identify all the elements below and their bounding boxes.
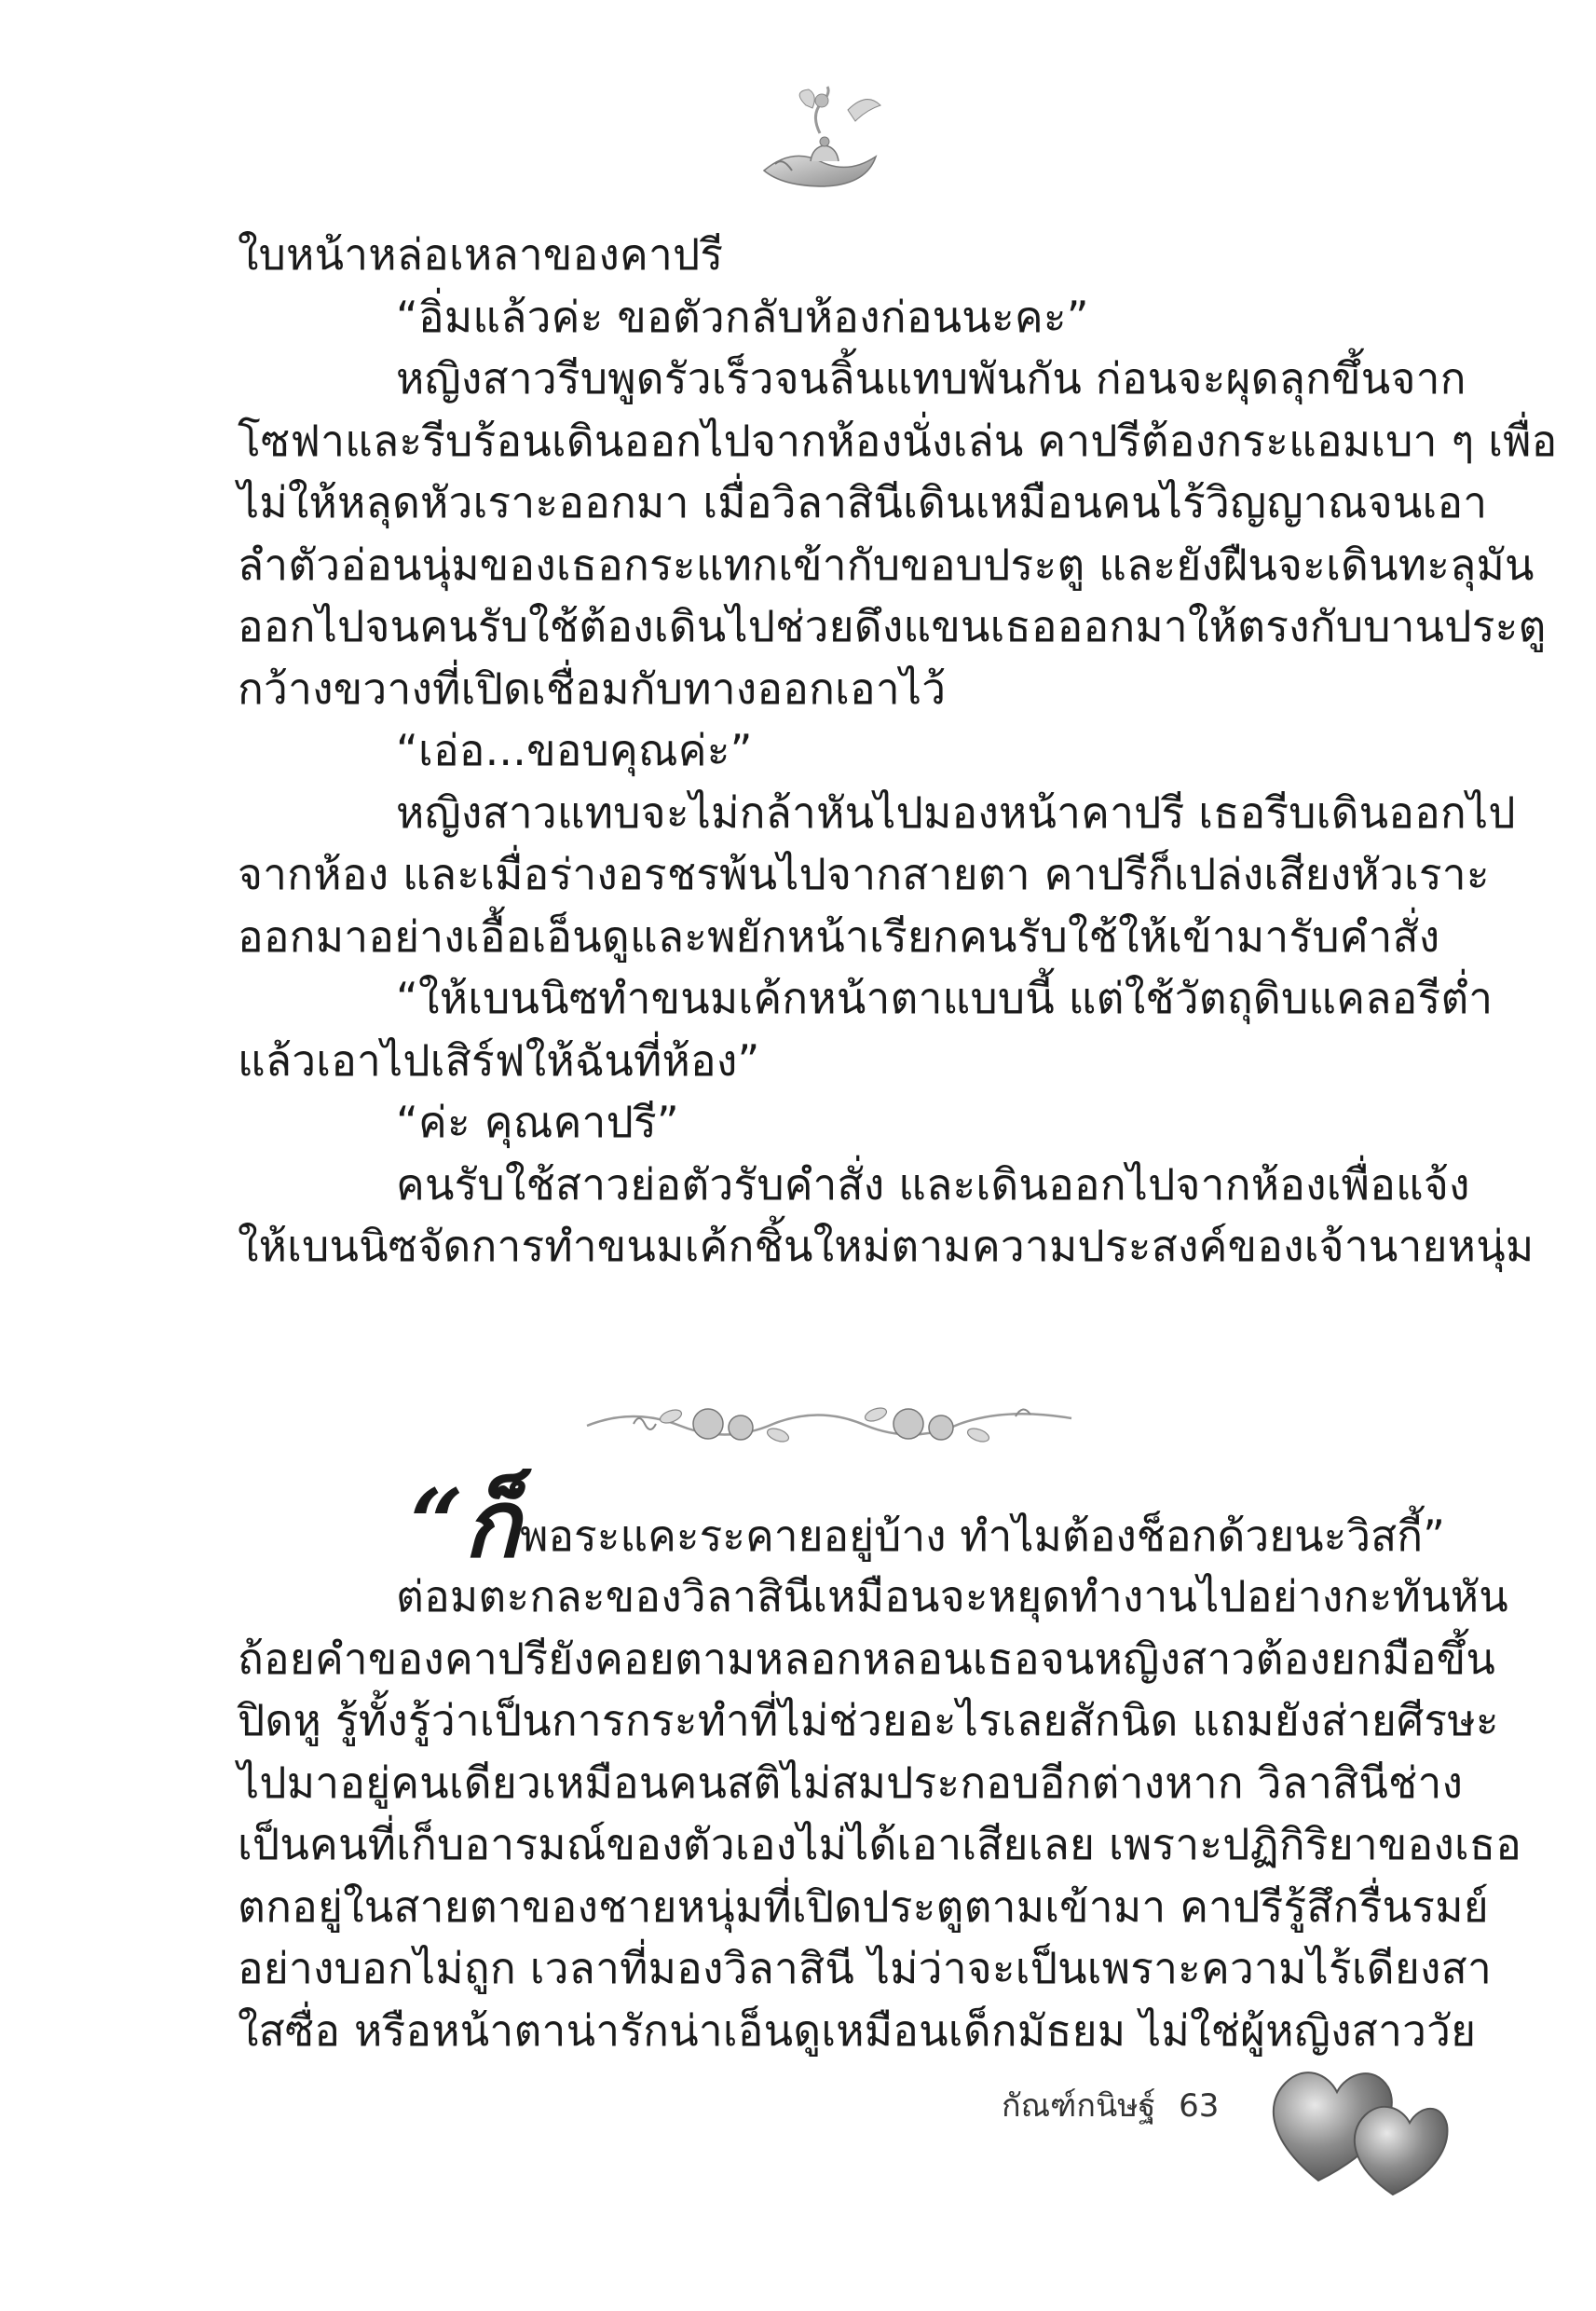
text-line: “ให้เบนนิซทำขนมเค้กหน้าตาแบบนี้ แต่ใช้วัตถุดิบแคลอรีต่ำ [396,973,1494,1023]
text-line: ใบหน้าหล่อเหลาของคาปรี [238,229,724,280]
text-line: “ค่ะ คุณคาปรี” [396,1097,679,1147]
opening-line [238,1469,1445,1579]
text-line: “อิ่มแล้วค่ะ ขอตัวกลับห้องก่อนนะคะ” [396,291,1089,342]
text-line: หญิงสาวแทบจะไม่กล้าหันไปมองหน้าคาปรี เธอรีบเดินออกไป [396,786,1516,838]
double-heart-icon [1262,2041,1449,2199]
text-line: ปิดหู รู้ทั้งรู้ว่าเป็นการกระทำที่ไม่ช่วยอะไรเลยสักนิด แถมยังส่ายศีรษะ [238,1695,1499,1745]
text-line: ให้เบนนิซจัดการทำขนมเค้กชิ้นใหม่ตามความประสงค์ของเจ้านายหนุ่ม [238,1221,1535,1271]
text-line: คนรับใช้สาวย่อตัวรับคำสั่ง และเดินออกไปจากห้องเพื่อแจ้ง [396,1158,1470,1210]
body-text-section-2 [238,1469,1522,2061]
text-line: ลำตัวอ่อนนุ่มของเธอกระแทกเข้ากับขอบประตู และยังฝืนจะเดินทะลุมัน [238,539,1535,590]
text-line: แล้วเอาไปเสิร์ฟให้ฉันที่ห้อง” [238,1034,760,1086]
opening-line-rest: พอระแคะระคายอยู่บ้าง ทำไมต้องช็อกด้วยนะวิสกี้” [520,1511,1445,1561]
text-line: เป็นคนที่เก็บอารมณ์ของตัวเองไม่ได้เอาเสียเลย เพราะปฏิกิริยาของเธอ [238,1819,1522,1869]
text-line: ออกไปจนคนรับใช้ต้องเดินไปช่วยดึงแขนเธอออกมาให้ตรงกับบานประตู [238,601,1547,651]
book-title: กัณฑ์กนิษฐ์ [1002,2087,1156,2125]
rose-vine-divider [578,1379,1081,1454]
text-line: กว้างขวางที่เปิดเชื่อมกับทางออกเอาไว้ [238,663,947,714]
page-footer [1002,2080,1219,2130]
text-line: ใสซื่อ หรือหน้าตาน่ารักน่าเอ็นดูเหมือนเด็กมัธยม ไม่ใช่ผู้หญิงสาววัย [238,2004,1477,2056]
text-line: ไม่ให้หลุดหัวเราะออกมา เมื่อวิลาสินีเดินเหมือนคนไร้วิญญาณจนเอา [238,477,1488,527]
text-line: ไปมาอยู่คนเดียวเหมือนคนสติไม่สมประกอบอีกต่างหาก วิลาสินีช่าง [238,1757,1464,1808]
text-line: หญิงสาวรีบพูดรัวเร็วจนลิ้นแทบพันกัน ก่อนจะผุดลุกขึ้นจาก [396,353,1466,403]
drop-cap: “ก็ [410,1469,521,1579]
text-line: ตกอยู่ในสายตาของชายหนุ่มที่เปิดประตูตามเข้ามา คาปรีรู้สึกรื่นรมย์ [238,1880,1489,1932]
body-text-section-1 [238,224,1558,1278]
text-line: จากห้อง และเมื่อร่างอรชรพ้นไปจากสายตา คาปรีก็เปล่งเสียงหัวเราะ [238,849,1490,899]
page-number: 63 [1179,2087,1220,2125]
text-line: อย่างบอกไม่ถูก เวลาที่มองวิลาสินี ไม่ว่าจะเป็นเพราะความไร้เดียงสา [238,1943,1492,1993]
text-line: ออกมาอย่างเอื้อเอ็นดูและพยักหน้าเรียกคนรับใช้ให้เข้ามารับคำสั่ง [238,910,1440,962]
text-line: ต่อมตะกละของวิลาสินีเหมือนจะหยุดทำงานไปอย่างกะทันหัน [396,1571,1508,1621]
text-line: โซฟาและรีบร้อนเดินออกไปจากห้องนั่งเล่น คาปรีต้องกระแอมเบา ๆ เพื่อ [238,415,1558,466]
text-line: ถ้อยคำของคาปรียังคอยตามหลอกหลอนเธอจนหญิงสาวต้องยกมือขึ้น [238,1633,1495,1684]
text-line: “เอ่อ...ขอบคุณค่ะ” [396,725,753,775]
lamp-fairy-icon [755,82,894,194]
